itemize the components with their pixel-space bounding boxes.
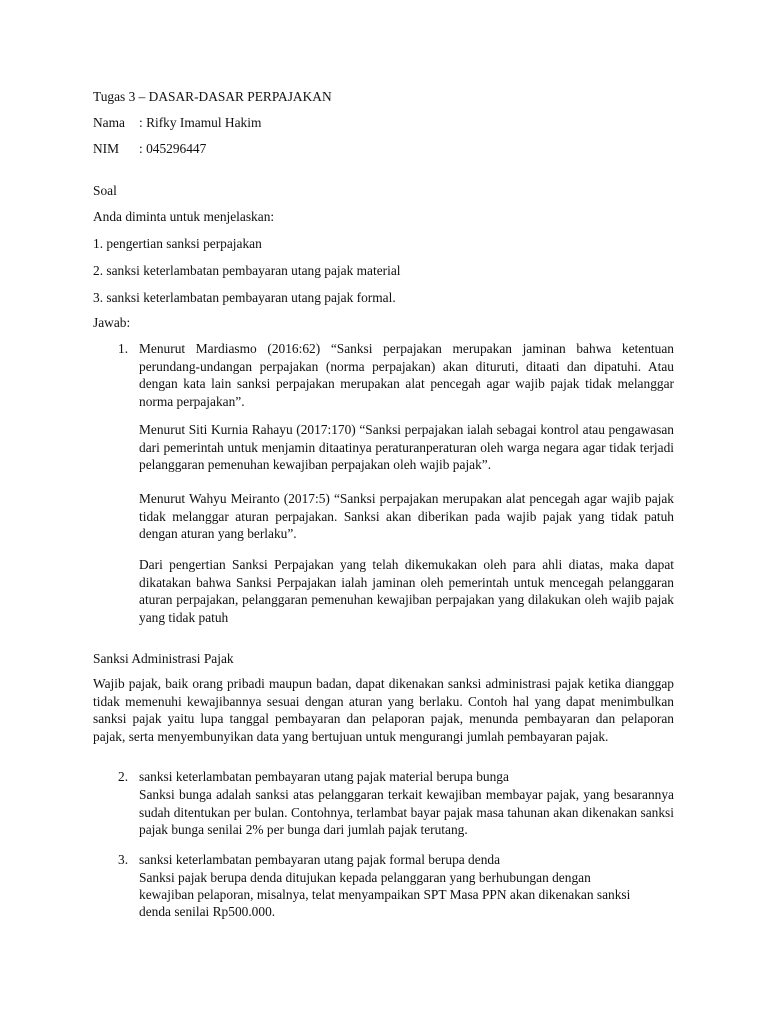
question-1: 1. pengertian sanksi perpajakan xyxy=(93,236,262,251)
answer-3-title: sanksi keterlambatan pembayaran utang pajak formal berupa denda xyxy=(139,852,501,867)
soal-prompt: Anda diminta untuk menjelaskan: xyxy=(93,209,275,224)
nim-value: : 045296447 xyxy=(139,141,207,156)
answer-1-paragraph-1: Menurut Mardiasmo (2016:62) “Sanksi perpajakan merupakan jaminan bahwa ketentuan perundang-undangan perpajakan (norma perpajakan) akan dituruti, ditaati dan dipatuhi. Atau dengan kata lain sanksi perpajakan merupakan alat pencegah agar wajib pajak tidak melanggar norma perpajakan”. xyxy=(139,341,674,409)
soal-heading: Soal xyxy=(93,183,117,198)
answer-3-body-line-3: denda senilai Rp500.000. xyxy=(139,904,276,919)
answer-1-paragraph-4: Dari pengertian Sanksi Perpajakan yang telah dikemukakan oleh para ahli diatas, maka dapat dikatakan bahwa Sanksi Perpajakan ialah jaminan oleh pemerintah untuk mencegah pelanggaran aturan perpajakan, pelanggaran pemenuhan kewajiban perpajakan yang dilakukan oleh wajib pajak yang tidak patuh xyxy=(139,557,674,625)
question-2: 2. sanksi keterlambatan pembayaran utang pajak material xyxy=(93,263,401,278)
nim-row xyxy=(93,140,206,158)
document-title: Tugas 3 – DASAR-DASAR PERPAJAKAN xyxy=(93,89,332,104)
question-3: 3. sanksi keterlambatan pembayaran utang pajak formal. xyxy=(93,290,396,305)
answer-2-number: 2. xyxy=(118,769,129,784)
admin-paragraph: Wajib pajak, baik orang pribadi maupun badan, dapat dikenakan sanksi administrasi pajak ketika dianggap tidak memenuhi kewajibannya sesuai dengan aturan yang berlaku. Contoh hal yang dapat menimbulkan sanksi pajak yaitu lupa tanggal pembayaran dan pelaporan pajak, menunda pembayaran dan pelaporan pajak, serta menyembunyikan data yang bertujuan untuk mengurangi jumlah pembayaran pajak. xyxy=(93,676,674,744)
admin-heading: Sanksi Administrasi Pajak xyxy=(93,651,234,666)
name-label: Nama xyxy=(93,115,125,130)
answer-1-paragraph-2: Menurut Siti Kurnia Rahayu (2017:170) “Sanksi perpajakan ialah sebagai kontrol atau pengawasan dari pemerintah untuk menjamin ditaatinya peraturanperaturan oleh warga negara agar tidak terjadi pelanggaran pemenuhan kewajiban perpajakan oleh wajib pajak”. xyxy=(139,422,674,472)
name-row xyxy=(93,114,261,132)
name-value: : Rifky Imamul Hakim xyxy=(139,115,262,130)
answer-2-body: Sanksi bunga adalah sanksi atas pelanggaran terkait kewajiban membayar pajak, yang besarannya sudah ditentukan per bulan. Contohnya, terlambat bayar pajak masa tahunan akan dikenakan sanksi pajak bunga senilai 2% per bunga dari jumlah pajak terutang. xyxy=(139,787,674,837)
answer-3-body-line-2: kewajiban pelaporan, misalnya, telat menyampaikan SPT Masa PPN akan dikenakan sanksi xyxy=(139,887,631,902)
nim-label: NIM xyxy=(93,141,120,156)
answer-1-paragraph-3: Menurut Wahyu Meiranto (2017:5) “Sanksi perpajakan merupakan alat pencegah agar wajib pajak tidak melanggar aturan perpajakan. Sanksi akan diberikan pada wajib pajak yang tidak patuh dengan aturan yang berlaku”. xyxy=(139,491,674,541)
answer-3-number: 3. xyxy=(118,852,129,867)
answer-2-title: sanksi keterlambatan pembayaran utang pajak material berupa bunga xyxy=(139,769,509,784)
answer-heading: Jawab: xyxy=(93,315,131,330)
answer-1-number: 1. xyxy=(118,341,129,356)
answer-3-body-line-1: Sanksi pajak berupa denda ditujukan kepada pelanggaran yang berhubungan dengan xyxy=(139,870,591,885)
